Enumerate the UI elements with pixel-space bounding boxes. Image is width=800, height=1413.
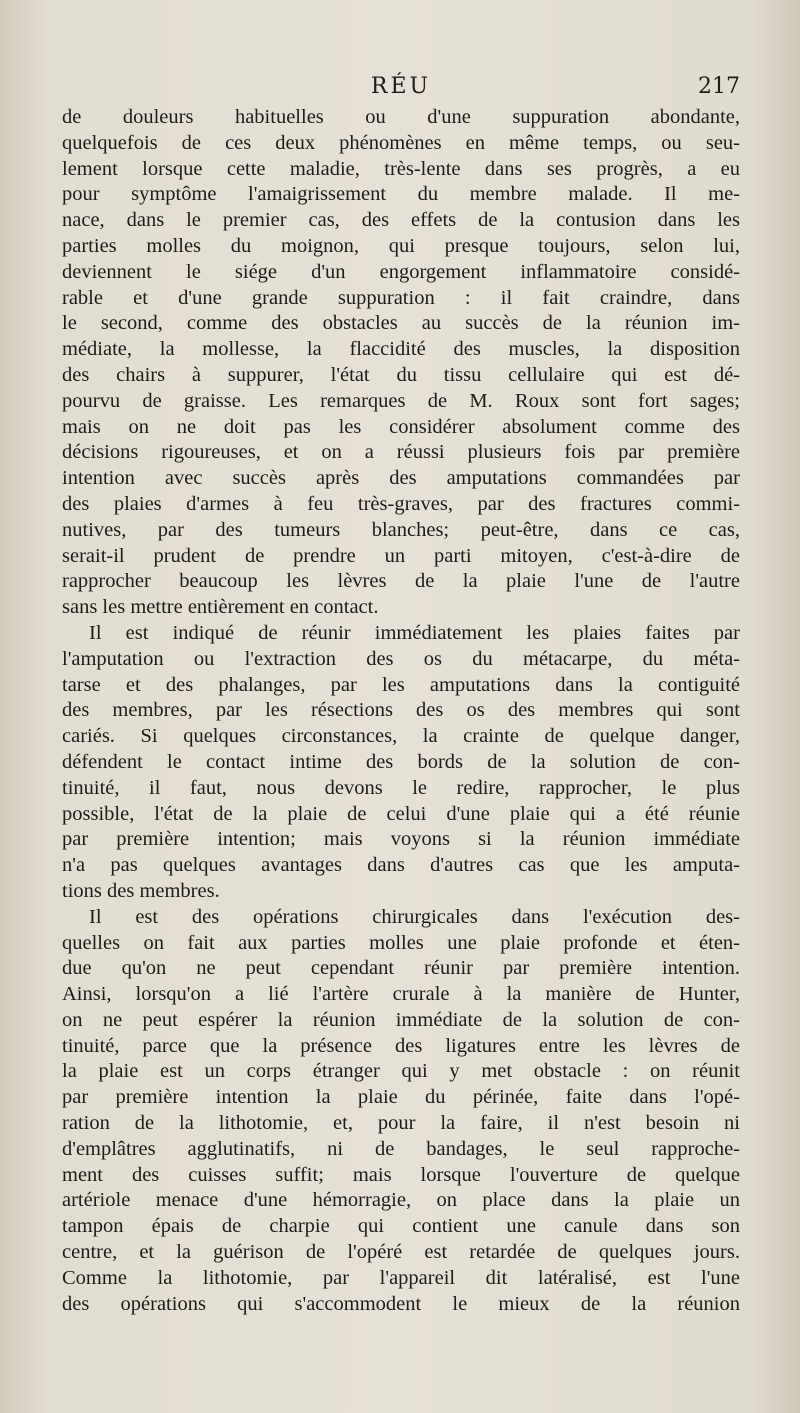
running-head: RÉU <box>370 74 432 99</box>
text-line: tampon épais de charpie qui contient une canule dans son <box>62 1215 740 1238</box>
text-line: rable et d'une grande suppuration : il fait craindre, dans <box>62 286 740 309</box>
text-line: médiate, la mollesse, la flaccidité des muscles, la disposition <box>62 338 740 361</box>
text-line: due qu'on ne peut cependant réunir par première intention. <box>62 957 740 980</box>
text-line: rapprocher beaucoup les lèvres de la plaie l'une de l'autre <box>62 570 740 593</box>
text-line: des plaies d'armes à feu très-graves, par des fractures commi- <box>62 492 740 515</box>
text-line: ment des cuisses suffit; mais lorsque l'ouverture de quelque <box>62 1163 740 1186</box>
text-line: pourvu de graisse. Les remarques de M. Roux sont fort sages; <box>62 389 740 412</box>
text-line: lement lorsque cette maladie, très-lente dans ses progrès, a eu <box>62 157 740 180</box>
text-line: nace, dans le premier cas, des effets de la contusion dans les <box>62 209 740 232</box>
text-line: tarse et des phalanges, par les amputations dans la contiguité <box>62 673 740 696</box>
text-line: quelquefois de ces deux phénomènes en même temps, ou seu- <box>62 131 740 154</box>
text-line: tinuité, il faut, nous devons le redire, rapprocher, le plus <box>62 776 740 799</box>
text-line: deviennent le siége d'un engorgement inflammatoire considé- <box>62 260 740 283</box>
text-line: cariés. Si quelques circonstances, la crainte de quelque danger, <box>62 725 740 748</box>
text-line: possible, l'état de la plaie de celui d'une plaie qui a été réunie <box>62 802 740 825</box>
text-line: Il est des opérations chirurgicales dans l'exécution des- <box>89 905 740 928</box>
text-line: Il est indiqué de réunir immédiatement les plaies faites par <box>89 621 740 644</box>
text-line: défendent le contact intime des bords de la solution de con- <box>62 750 740 773</box>
text-line: la plaie est un corps étranger qui y met obstacle : on réunit <box>62 1060 740 1083</box>
text-line: parties molles du moignon, qui presque toujours, selon lui, <box>62 234 740 257</box>
text-line: mais on ne doit pas les considérer absolument comme des <box>62 415 740 438</box>
text-line: centre, et la guérison de l'opéré est retardée de quelques jours. <box>62 1241 740 1264</box>
text-line: tions des membres. <box>62 879 220 902</box>
body-text <box>62 105 740 1317</box>
text-line: de douleurs habituelles ou d'une suppuration abondante, <box>62 106 740 128</box>
text-line: quelles on fait aux parties molles une plaie profonde et éten- <box>62 931 740 954</box>
text-line: serait-il prudent de prendre un parti mitoyen, c'est-à-dire de <box>62 544 740 567</box>
text-line: pour symptôme l'amaigrissement du membre malade. Il me- <box>62 183 740 206</box>
text-line: n'a pas quelques avantages dans d'autres cas que les amputa- <box>62 854 740 877</box>
page-header <box>62 74 740 108</box>
text-line: artériole menace d'une hémorragie, on place dans la plaie un <box>62 1189 740 1212</box>
text-line: ration de la lithotomie, et, pour la faire, il n'est besoin ni <box>62 1112 740 1135</box>
page-number: 217 <box>698 74 740 99</box>
text-line: tinuité, parce que la présence des ligatures entre les lèvres de <box>62 1034 740 1057</box>
text-line: des chairs à suppurer, l'état du tissu cellulaire qui est dé- <box>62 363 740 386</box>
text-line: sans les mettre entièrement en contact. <box>62 596 379 619</box>
text-line: nutives, par des tumeurs blanches; peut-être, dans ce cas, <box>62 518 740 541</box>
text-line: on ne peut espérer la réunion immédiate de la solution de con- <box>62 1008 740 1031</box>
text-line: décisions rigoureuses, et on a réussi plusieurs fois par première <box>62 441 740 464</box>
text-line: par première intention; mais voyons si la réunion immédiate <box>62 828 740 851</box>
text-line: Ainsi, lorsqu'on a lié l'artère crurale à la manière de Hunter, <box>62 983 740 1006</box>
text-line: Comme la lithotomie, par l'appareil dit latéralisé, est l'une <box>62 1266 740 1289</box>
text-line: le second, comme des obstacles au succès de la réunion im- <box>62 312 740 335</box>
text-line: des membres, par les résections des os des membres qui sont <box>62 699 740 722</box>
text-line: des opérations qui s'accommodent le mieux de la réunion <box>62 1292 740 1315</box>
text-line: par première intention la plaie du périnée, faite dans l'opé- <box>62 1086 740 1109</box>
text-line: intention avec succès après des amputations commandées par <box>62 467 740 490</box>
text-line: l'amputation ou l'extraction des os du métacarpe, du méta- <box>62 647 740 670</box>
text-line: d'emplâtres agglutinatifs, ni de bandages, le seul rapproche- <box>62 1137 740 1160</box>
